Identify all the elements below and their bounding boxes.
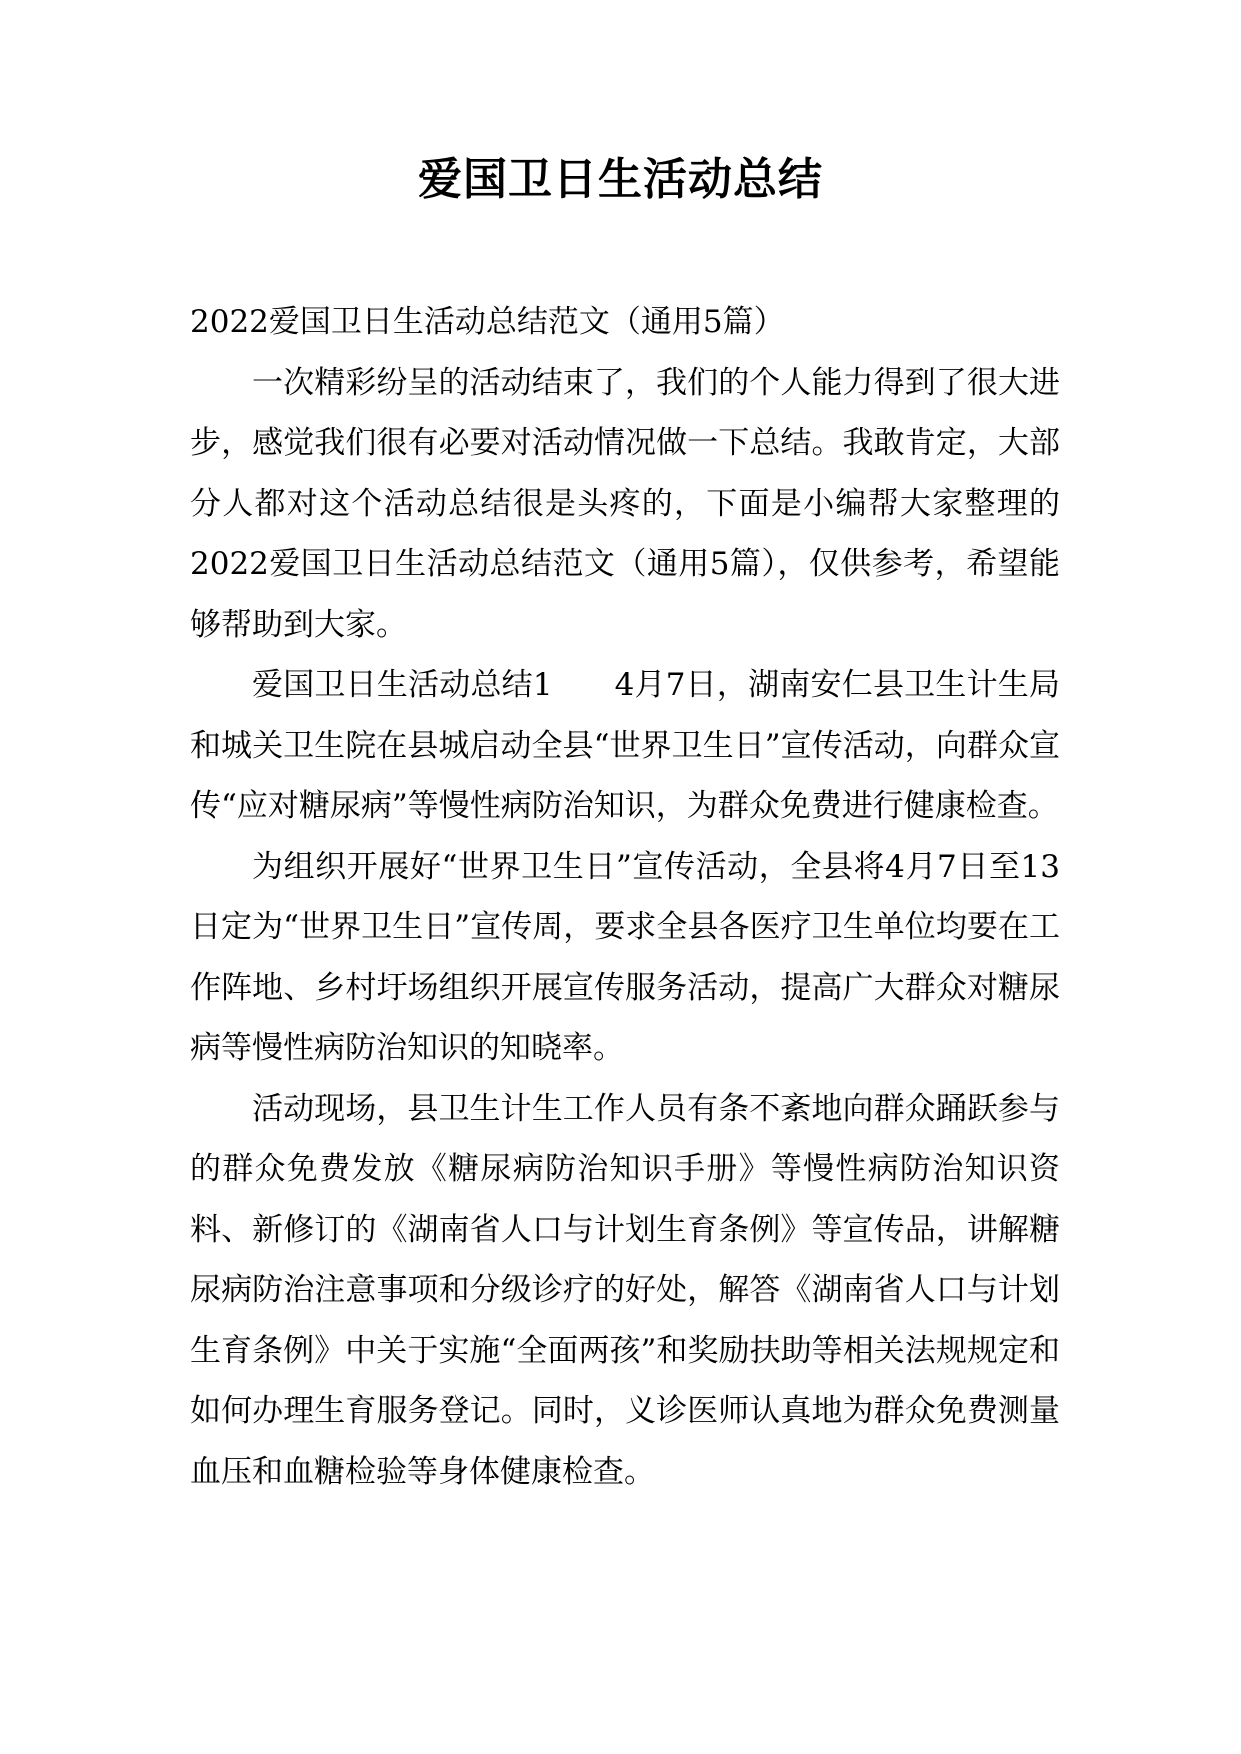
section-1-paragraph xyxy=(190,655,1060,837)
document-title: 爱国卫日生活动总结 xyxy=(418,154,823,205)
section-1-text: 4月7日，湖南安仁县卫生计生局和城关卫生院在县城启动全县“世界卫生日”宣传活动，向群众宣传“应对糖尿病”等慢性病防治知识，为群众免费进行健康检查。 xyxy=(190,667,1060,824)
intro-paragraph: 一次精彩纷呈的活动结束了，我们的个人能力得到了很大进步，感觉我们很有必要对活动情况做一下总结。我敢肯定，大部分人都对这个活动总结很是头疼的，下面是小编帮大家整理的2022爱国卫日生活动总结范文（通用5篇），仅供参考，希望能够帮助到大家。 xyxy=(190,364,1060,643)
section-1-heading: 爱国卫日生活动总结1 xyxy=(252,667,553,703)
paragraph-3: 活动现场，县卫生计生工作人员有条不紊地向群众踊跃参与的群众免费发放《糖尿病防治知识手册》等慢性病防治知识资料、新修订的《湖南省人口与计划生育条例》等宣传品，讲解糖尿病防治注意事项和分级诊疗的好处，解答《湖南省人口与计划生育条例》中关于实施“全面两孩”和奖励扶助等相关法规规定和如何办理生育服务登记。同时，义诊医师认真地为群众免费测量血压和血糖检验等身体健康检查。 xyxy=(190,1090,1060,1490)
document-subtitle: 2022爱国卫日生活动总结范文（通用5篇） xyxy=(190,304,785,340)
paragraph-2: 为组织开展好“世界卫生日”宣传活动，全县将4月7日至13日定为“世界卫生日”宣传周，要求全县各医疗卫生单位均要在工作阵地、乡村圩场组织开展宣传服务活动，提高广大群众对糖尿病等慢性病防治知识的知晓率。 xyxy=(190,848,1060,1066)
document-body xyxy=(190,292,1060,1502)
